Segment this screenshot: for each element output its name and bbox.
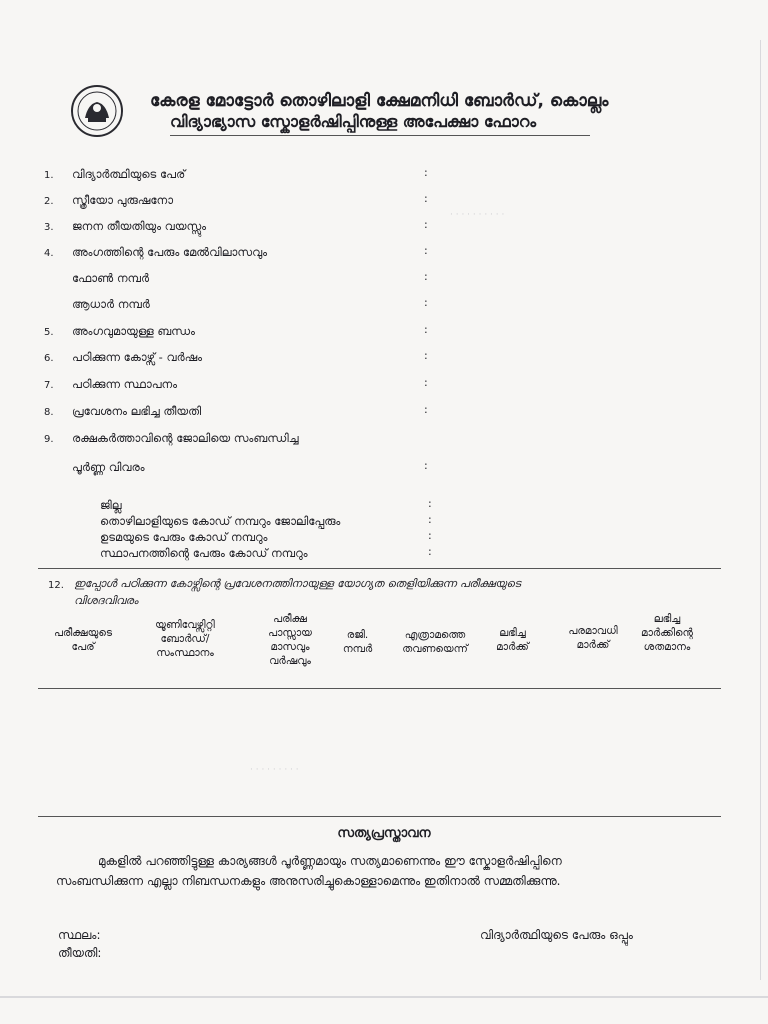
col-percentage: ലഭിച്ച മാർക്കിന്റെ ശതമാനം xyxy=(640,613,693,653)
declaration-line-1: മുകളിൽ പറഞ്ഞിട്ടുള്ള കാര്യങ്ങൾ പൂർണ്ണമായും സത്യമാണെന്നും ഈ സ്കോളർഷിപ്പിനെ xyxy=(98,854,562,868)
col-max-marks: പരമാവധി മാർക്ക് xyxy=(568,625,618,651)
field-colon: : xyxy=(424,459,428,472)
field-label-member-address: അംഗത്തിന്റെ പേരും മേൽവിലാസവും xyxy=(72,245,268,259)
field-number: 8. xyxy=(44,407,54,418)
sub-field-institution-code: സ്ഥാപനത്തിന്റെ പേരും കോഡ് നമ്പറും xyxy=(100,546,308,560)
sub-field-district: ജില്ല xyxy=(100,498,122,512)
title-underline xyxy=(170,135,590,136)
field-number: 9. xyxy=(44,434,54,445)
show-through-text: · · · · · · · · · xyxy=(250,765,299,775)
sub-field-owner-code: ഉടമയുടെ പേരും കോഡ് നമ്പറും xyxy=(100,530,268,544)
col-university-board: യൂണിവേഴ്സിറ്റി ബോർഡ്/ സംസ്ഥാനം xyxy=(155,619,215,659)
field-colon: : xyxy=(424,296,428,309)
col-reg-number: രജി. നമ്പർ xyxy=(342,629,373,655)
section-12-number: 12. xyxy=(48,580,64,591)
board-title: കേരള മോട്ടോർ തൊഴിലാളി ക്ഷേമനിധി ബോർഡ്, കൊല്ലം xyxy=(150,91,609,111)
field-number: 4. xyxy=(44,248,54,259)
scan-edge xyxy=(0,996,768,998)
field-number: 2. xyxy=(44,196,54,207)
field-label-student-name: വിദ്യാർത്ഥിയുടെ പേര് xyxy=(72,167,186,181)
field-colon: : xyxy=(428,497,432,510)
col-exam-name: പരീക്ഷയുടെ പേര് xyxy=(53,627,113,653)
field-colon: : xyxy=(428,545,432,558)
field-colon: : xyxy=(424,244,428,257)
field-colon: : xyxy=(424,270,428,283)
table-bottom-line xyxy=(38,688,721,689)
field-colon: : xyxy=(428,513,432,526)
field-number: 7. xyxy=(44,380,54,391)
field-label-course-year: പഠിക്കുന്ന കോഴ്സ് - വർഷം xyxy=(72,350,203,364)
sub-field-worker-code: തൊഴിലാളിയുടെ കോഡ് നമ്പറും ജോലിപ്പേരും xyxy=(100,514,341,528)
col-marks-obtained: ലഭിച്ച മാർക്ക് xyxy=(496,627,529,653)
field-colon: : xyxy=(424,376,428,389)
field-colon: : xyxy=(424,323,428,336)
col-attempt: എത്രാമത്തെ തവണയെന്ന് xyxy=(402,629,468,655)
section-12-title: ഇപ്പോൾ പഠിക്കുന്ന കോഴ്സിന്റെ പ്രവേശനത്തിനായുള്ള യോഗ്യത തെളിയിക്കുന്ന പരീക്ഷയുടെ xyxy=(74,577,521,590)
field-number: 3. xyxy=(44,222,54,233)
field-number: 6. xyxy=(44,353,54,364)
section-divider xyxy=(38,568,721,569)
field-label-guardian-job: രക്ഷകർത്താവിന്റെ ജോലിയെ സംബന്ധിച്ച xyxy=(72,431,299,445)
field-label-relationship: അംഗവുമായുള്ള ബന്ധം xyxy=(72,324,195,338)
col-pass-month-year: പരീക്ഷ പാസ്സായ മാസവും വർഷവും xyxy=(268,613,312,667)
field-colon: : xyxy=(424,403,428,416)
field-colon: : xyxy=(428,529,432,542)
show-through-text: · · · · · · · · · · xyxy=(450,210,505,220)
field-colon: : xyxy=(424,166,428,179)
field-colon: : xyxy=(424,192,428,205)
field-label-admission-date: പ്രവേശനം ലഭിച്ച തീയതി xyxy=(72,404,202,418)
field-number: 1. xyxy=(44,170,54,181)
declaration-divider xyxy=(38,816,721,817)
field-label-aadhaar: ആധാർ നമ്പർ xyxy=(72,297,150,311)
date-label: തീയതി: xyxy=(58,946,102,960)
field-label-gender: സ്ത്രീയോ പുരുഷനോ xyxy=(72,193,174,207)
field-number: 5. xyxy=(44,327,54,338)
field-colon: : xyxy=(424,218,428,231)
form-title: വിദ്യാഭ്യാസ സ്കോളർഷിപ്പിനുള്ള അപേക്ഷാ ഫോറം xyxy=(170,112,537,131)
field-label-phone: ഫോൺ നമ്പർ xyxy=(72,271,150,285)
signature-label: വിദ്യാർത്ഥിയുടെ പേരും ഒപ്പും xyxy=(480,928,633,942)
place-label: സ്ഥലം: xyxy=(58,928,101,942)
field-colon: : xyxy=(424,349,428,362)
declaration-line-2: സംബന്ധിക്കുന്ന എല്ലാ നിബന്ധനകളും അനുസരിച്ചുകൊള്ളാമെന്നും ഇതിനാൽ സമ്മതിക്കുന്നു. xyxy=(56,874,561,888)
field-label-institution: പഠിക്കുന്ന സ്ഥാപനം xyxy=(72,377,178,391)
scan-edge xyxy=(760,40,761,980)
government-seal-icon xyxy=(70,84,124,138)
section-12-title-cont: വിശദവിവരം xyxy=(74,594,139,607)
field-label-dob-age: ജനന തീയതിയും വയസ്സും xyxy=(72,219,207,233)
declaration-title: സത്യപ്രസ്താവന xyxy=(337,826,431,841)
field-label-full-details: പൂർണ്ണ വിവരം xyxy=(72,460,145,474)
